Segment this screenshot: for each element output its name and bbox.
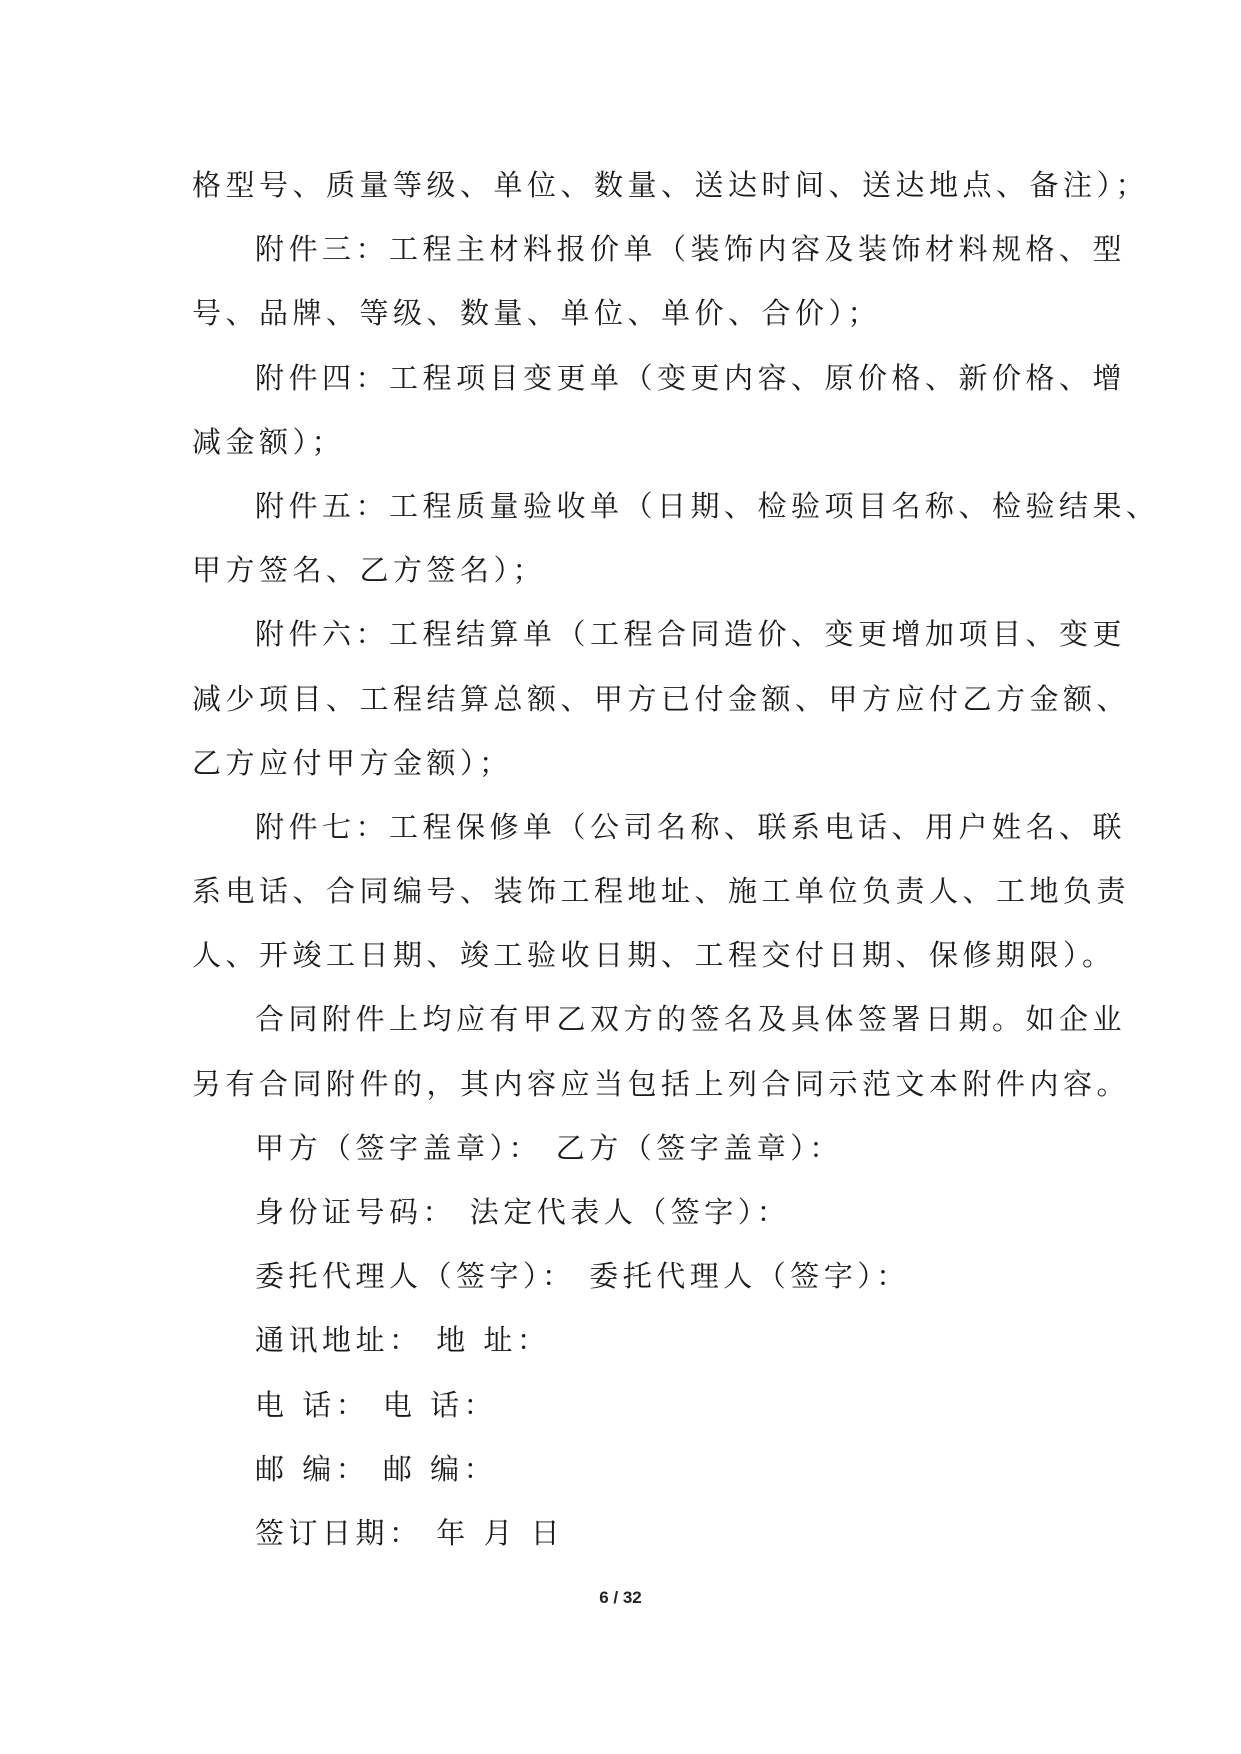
attachment-7-line-3: 人、开竣工日期、竣工验收日期、工程交付日期、保修期限）。 [192,938,1116,973]
attachment-7-line-1: 附件七：工程保修单（公司名称、联系电话、用户姓名、联 [255,809,1127,844]
attachment-3-line-2: 号、品牌、等级、数量、单位、单价、合价）； [192,296,882,331]
attachment-5-line-2: 甲方签名、乙方签名）； [192,553,547,588]
attachment-3-line-1: 附件三：工程主材料报价单（装饰内容及装饰材料规格、型 [255,232,1127,267]
id-number-line: 身份证号码： 法定代表人（签字）： [255,1195,791,1229]
signature-note-line-2: 另有合同附件的，其内容应当包括上列合同示范文本附件内容。 [192,1066,1131,1101]
phone-line: 电 话： 电 话： [255,1387,498,1422]
attachment-6-line-1: 附件六：工程结算单（工程合同造价、变更增加项目、变更 [255,617,1127,652]
signature-note-line-1: 合同附件上均应有甲乙双方的签名及具体签署日期。如企业 [255,1002,1127,1037]
address-line: 通讯地址： 地 址： [255,1323,551,1358]
attachment-5-line-1: 附件五：工程质量验收单（日期、检验项目名称、检验结果、 [255,488,1160,523]
signing-date-line: 签订日期： 年 月 日 [255,1515,565,1550]
document-body [192,153,1160,1565]
page-number: 6 / 32 [599,1588,642,1607]
attachment-4-line-2: 减金额）； [192,424,346,459]
agent-signature-line: 委托代理人（签字）： 委托代理人（签字）： [255,1259,910,1294]
party-signature-line: 甲方（签字盖章）： 乙方（签字盖章）： [255,1130,843,1165]
text-line-1: 格型号、质量等级、单位、数量、送达时间、送达地点、备注）； [192,168,1150,202]
attachment-7-line-2: 系电话、合同编号、装饰工程地址、施工单位负责人、工地负责 [192,874,1131,909]
attachment-4-line-1: 附件四：工程项目变更单（变更内容、原价格、新价格、增 [255,360,1127,395]
attachment-6-line-2: 减少项目、工程结算总额、甲方已付金额、甲方应付乙方金额、 [192,681,1131,716]
attachment-6-line-3: 乙方应付甲方金额）； [192,745,513,780]
postcode-line: 邮 编： 邮 编： [255,1451,498,1486]
